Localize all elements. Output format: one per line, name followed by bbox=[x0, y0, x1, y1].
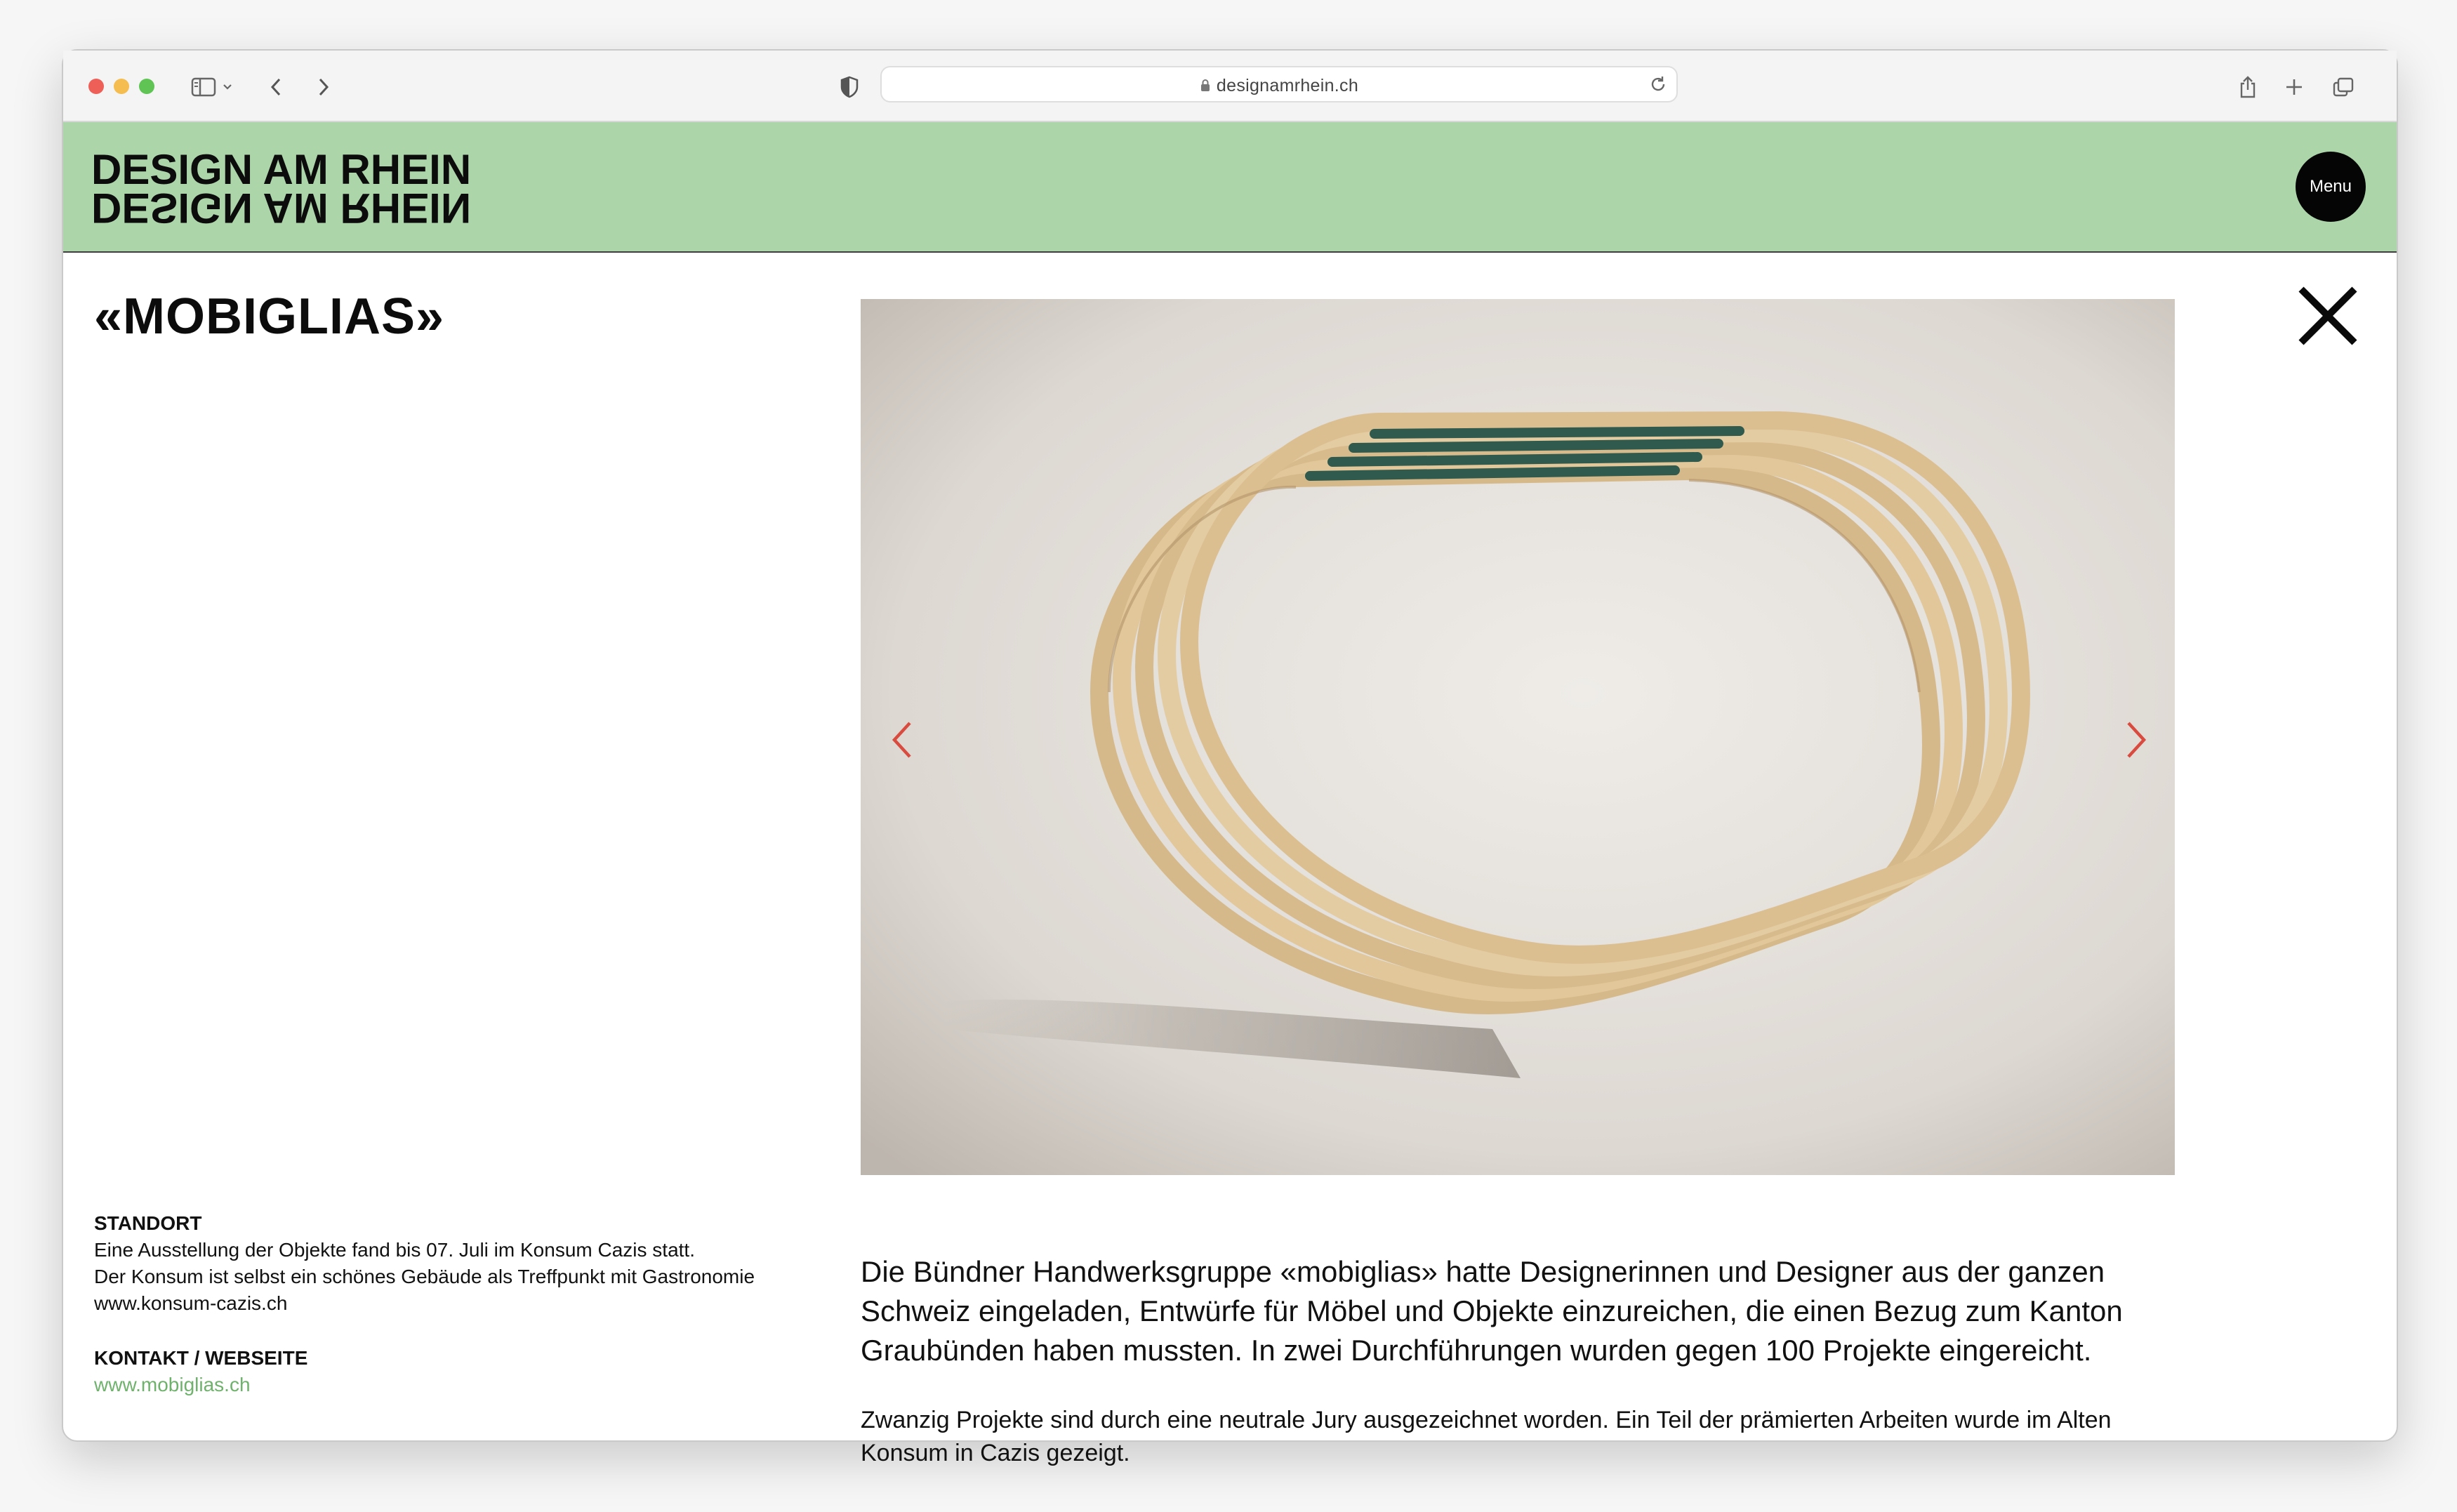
lock-icon bbox=[1200, 79, 1211, 93]
forward-icon[interactable] bbox=[306, 70, 340, 104]
minimize-window-dot[interactable] bbox=[114, 79, 129, 94]
chevron-down-icon[interactable] bbox=[218, 70, 237, 104]
standort-heading: STANDORT bbox=[94, 1212, 202, 1234]
browser-window bbox=[62, 49, 2398, 1466]
url-display[interactable] bbox=[882, 76, 1676, 96]
page-title: «MOBIGLIAS» bbox=[94, 289, 445, 345]
privacy-shield-icon[interactable] bbox=[833, 70, 866, 104]
sidebar-toggle-icon[interactable] bbox=[187, 70, 220, 104]
image-gallery bbox=[861, 299, 2175, 1175]
standort-link[interactable]: www.konsum-cazis.ch bbox=[94, 1292, 288, 1314]
kontakt-section bbox=[94, 1345, 824, 1398]
logo-text: DESIGN AM RHEIN bbox=[91, 146, 472, 193]
next-arrow[interactable] bbox=[2114, 712, 2157, 768]
site-logo[interactable] bbox=[91, 146, 512, 232]
address-bar[interactable] bbox=[880, 66, 1678, 102]
browser-toolbar bbox=[63, 51, 2397, 122]
kontakt-heading: KONTAKT / WEBSEITE bbox=[94, 1347, 308, 1369]
url-text: designamrhein.ch bbox=[1216, 76, 1359, 95]
close-window-dot[interactable] bbox=[88, 79, 104, 94]
standort-section bbox=[94, 1210, 824, 1317]
standort-line2: Der Konsum ist selbst ein schönes Gebäude als Treffpunkt mit Gastronomie bbox=[94, 1266, 755, 1287]
close-icon[interactable] bbox=[2294, 282, 2362, 350]
site-header bbox=[63, 122, 2397, 253]
menu-button[interactable]: Menu bbox=[2296, 152, 2366, 222]
new-tab-icon[interactable] bbox=[2277, 70, 2311, 104]
maximize-window-dot[interactable] bbox=[139, 79, 154, 94]
bench-photo bbox=[861, 299, 2175, 1175]
logo-text-mirrored: DESIGN AM RHEIN bbox=[91, 185, 472, 232]
standort-line1: Eine Ausstellung der Objekte fand bis 07. Juli im Konsum Cazis statt. bbox=[94, 1239, 695, 1261]
chevron-left-icon bbox=[889, 719, 917, 761]
tab-overview-icon[interactable] bbox=[2326, 70, 2360, 104]
description-paragraph-2: Zwanzig Projekte sind durch eine neutrale Jury ausgezeichnet worden. Ein Teil der prämierten Arbeiten wurde im Alten Konsum in Cazis gezeigt. bbox=[861, 1407, 2112, 1466]
prev-arrow[interactable] bbox=[882, 712, 924, 768]
reload-icon[interactable] bbox=[1648, 74, 1668, 94]
kontakt-link[interactable]: www.mobiglias.ch bbox=[94, 1374, 251, 1395]
share-icon[interactable] bbox=[2231, 70, 2265, 104]
description-paragraph-1: Die Bündner Handwerksgruppe «mobiglias» hatte Designerinnen und Designer aus der ganzen Schweiz eingeladen, Entwürfe für Möbel und Objekte einzureichen, die einen Bezug zum Kanton Graubünden haben mussten. In zwei Durchführungen wurden gegen 100 Projekte eingereicht. bbox=[861, 1255, 2123, 1367]
back-icon[interactable] bbox=[260, 70, 293, 104]
chevron-right-icon bbox=[2121, 719, 2150, 761]
